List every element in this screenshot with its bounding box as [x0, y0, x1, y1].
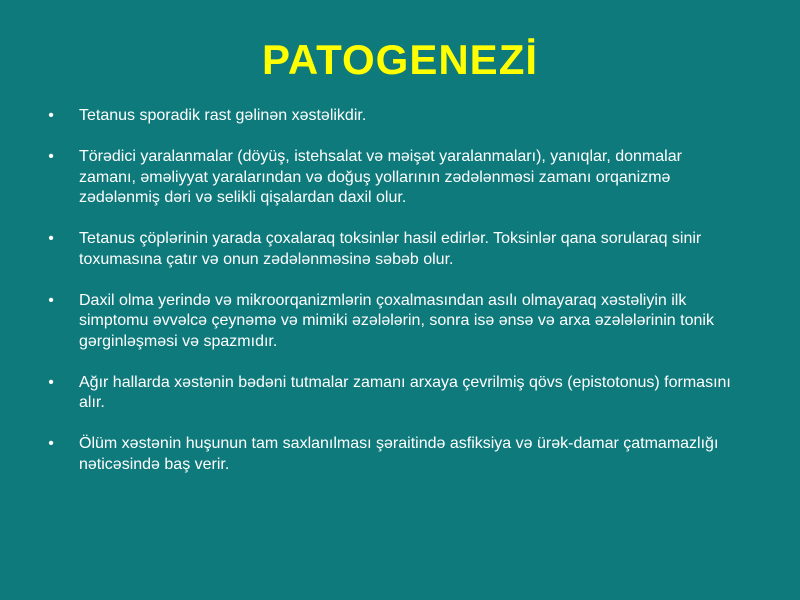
bullet-text: Ağır hallarda xəstənin bədəni tutmalar zamanı arxaya çevrilmiş qövs (epistotonus) formasını alır. — [79, 373, 731, 411]
bullet-glyph: • — [48, 107, 54, 124]
bullet-text: Törədici yaralanmalar (döyüş, istehsalat və məişət yaralanmaları), yanıqlar, donmalar zamanı, əməliyyat yaralarından və doğuş yollarının zədələnməsi zamanı orqanizmə zədələnmiş dəri və selikli qişalardan daxil olur. — [79, 148, 682, 206]
bullet-glyph: • — [48, 291, 54, 309]
bullet-glyph: • — [48, 373, 54, 391]
bullet-glyph: • — [48, 230, 54, 247]
bullet-list — [0, 106, 800, 496]
bullet-item-5 — [0, 373, 800, 414]
slide-title: PATOGENEZİ — [261, 36, 539, 83]
bullet-glyph: • — [48, 148, 54, 165]
bullet-item-4 — [0, 291, 800, 353]
bullet-text: Ölüm xəstənin huşunun tam saxlanılması şəraitində asfiksiya və ürək-damar çatmamazlığı nəticəsində baş verir. — [79, 435, 719, 473]
bullet-glyph: • — [48, 435, 54, 452]
bullet-item-1 — [0, 106, 800, 127]
bullet-text: Tetanus sporadik rast gəlinən xəstəlikdir. — [79, 107, 367, 124]
bullet-item-2 — [0, 147, 800, 209]
bullet-item-3 — [0, 229, 800, 270]
bullet-text: Tetanus çöplərinin yarada çoxalaraq toksinlər hasil edirlər. Toksinlər qana sorularaq sinir toxumasına çatır və onun zədələnməsinə səbəb olur. — [79, 230, 702, 268]
bullet-item-6 — [0, 434, 800, 475]
bullet-text: Daxil olma yerində və mikroorqanizmlərin çoxalmasından asılı olmayaraq xəstəliyin ilk simptomu əvvəlcə çeynəmə və mimiki əzələlərin, sonra isə ənsə və arxa əzələlərinin tonik gərginləşməsi və spazmıdır. — [79, 291, 714, 350]
